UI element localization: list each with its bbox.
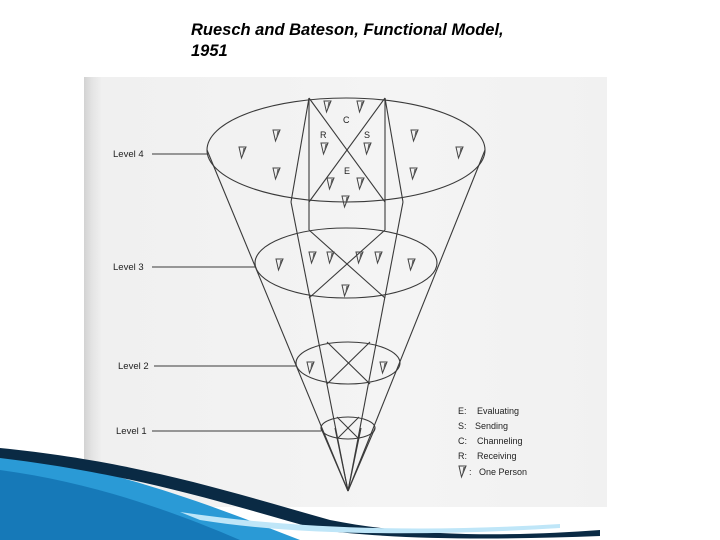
legend-key-e: E: bbox=[458, 406, 467, 416]
legend-key-c: C: bbox=[458, 436, 467, 446]
sector-s-label: S bbox=[364, 130, 371, 140]
band-right-top bbox=[385, 98, 403, 202]
legend-key-s: S: bbox=[458, 421, 467, 431]
sector-e-label: E bbox=[344, 166, 351, 176]
legend-sending: Sending bbox=[475, 421, 509, 431]
level-3-label: Level 3 bbox=[113, 262, 144, 273]
person-markers bbox=[239, 101, 463, 373]
sector-c-label: C bbox=[343, 115, 350, 125]
level-4-ellipse bbox=[207, 98, 485, 202]
legend-key-r: R: bbox=[458, 451, 467, 461]
level-4-label: Level 4 bbox=[113, 149, 144, 160]
decorative-wave bbox=[0, 440, 720, 540]
slide-title: Ruesch and Bateson, Functional Model, 1951 bbox=[191, 21, 504, 60]
legend-channeling: Channeling bbox=[477, 436, 523, 446]
level-1-label: Level 1 bbox=[116, 426, 147, 437]
svg-text::: : bbox=[469, 467, 472, 477]
level-2-label: Level 2 bbox=[118, 361, 149, 372]
sector-r-label: R bbox=[320, 130, 327, 140]
legend-receiving: Receiving bbox=[477, 451, 517, 461]
band-left-top bbox=[291, 98, 309, 202]
legend-evaluating: Evaluating bbox=[477, 406, 520, 416]
legend-one-person: One Person bbox=[479, 467, 528, 477]
